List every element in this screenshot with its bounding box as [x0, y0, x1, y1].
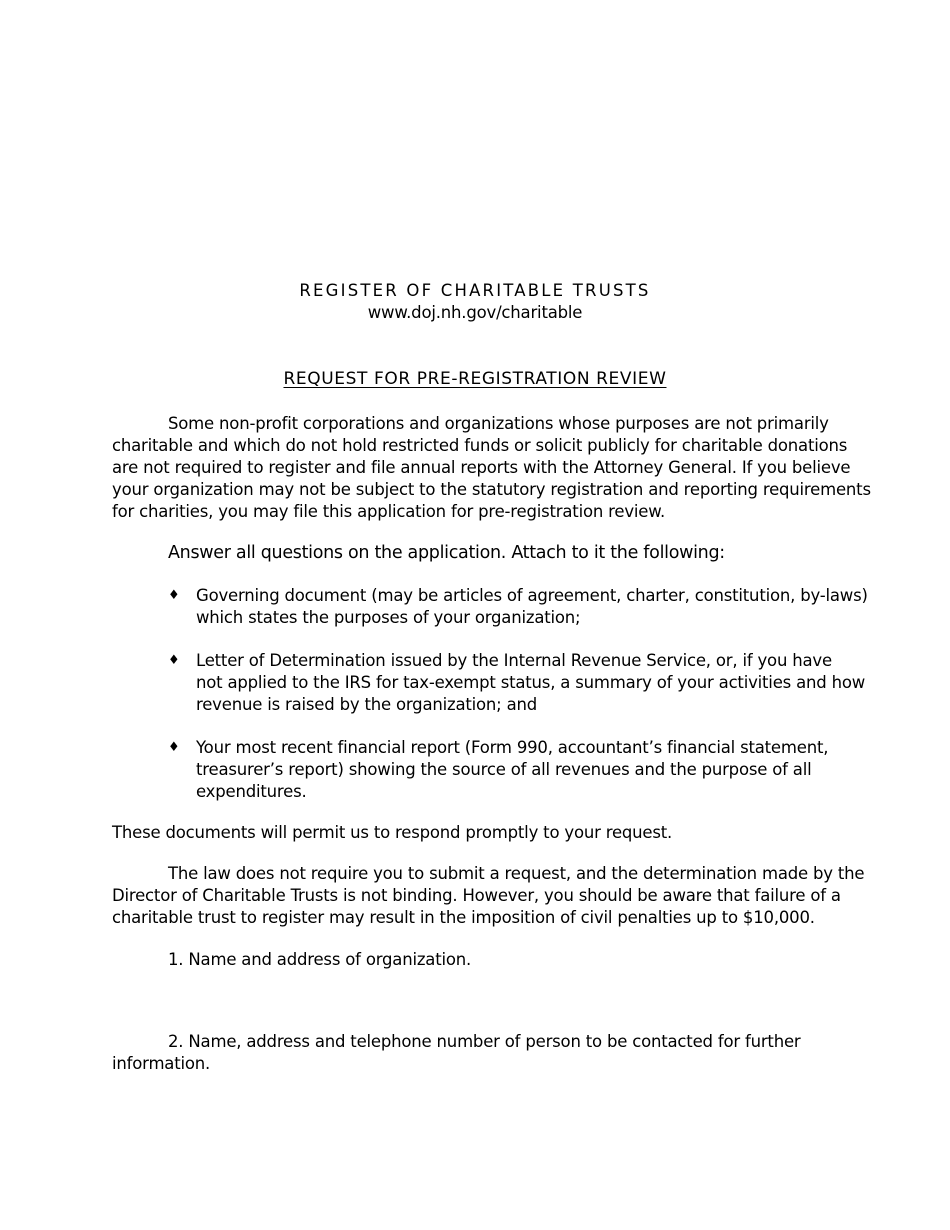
attachment-line: revenue is raised by the organization; and — [196, 695, 538, 714]
form-title — [0, 368, 950, 390]
attachment-line: expenditures. — [196, 782, 307, 801]
question-1: 1. Name and address of organization. — [168, 950, 472, 969]
intro-line: are not required to register and file annual reports with the Attorney General. If you believe — [112, 458, 851, 477]
law-line: charitable trust to register may result in the imposition of civil penalties up to $10,000. — [112, 908, 815, 927]
form-title-text: REQUEST FOR PRE-REGISTRATION REVIEW — [283, 369, 667, 389]
diamond-bullet-icon: ♦ — [168, 740, 180, 755]
intro-line: your organization may not be subject to the statutory registration and reporting requirements — [112, 480, 871, 499]
question-2 — [112, 1031, 838, 1075]
diamond-bullet-icon: ♦ — [168, 588, 180, 603]
attachment-line: not applied to the IRS for tax-exempt status, a summary of your activities and how — [196, 673, 866, 692]
attachment-text — [196, 650, 866, 716]
attachment-line: which states the purposes of your organization; — [196, 608, 581, 627]
question-line: information. — [112, 1054, 211, 1073]
attachment-line: treasurer’s report) showing the source of all revenues and the purpose of all — [196, 760, 812, 779]
attachment-line: Governing document (may be articles of agreement, charter, constitution, by-laws) — [196, 586, 868, 605]
intro-paragraph — [112, 413, 871, 523]
attachment-line: Letter of Determination issued by the Internal Revenue Service, or, if you have — [196, 651, 832, 670]
question-line: 2. Name, address and telephone number of person to be contacted for further — [168, 1032, 801, 1051]
documents-note: These documents will permit us to respond promptly to your request. — [112, 823, 673, 842]
attachment-text — [196, 737, 856, 803]
intro-line: Some non-profit corporations and organizations whose purposes are not primarily — [168, 414, 829, 433]
register-title: REGISTER OF CHARITABLE TRUSTS — [299, 281, 651, 300]
intro-line: for charities, you may file this application for pre-registration review. — [112, 502, 666, 521]
attachment-line: Your most recent financial report (Form 990, accountant’s financial statement, — [196, 738, 829, 757]
attachment-text — [196, 585, 868, 629]
register-url[interactable]: www.doj.nh.gov/charitable — [367, 303, 583, 322]
intro-line: charitable and which do not hold restricted funds or solicit publicly for charitable donations — [112, 436, 848, 455]
answer-instruction: Answer all questions on the application. Attach to it the following: — [168, 543, 725, 563]
diamond-bullet-icon: ♦ — [168, 653, 180, 668]
law-paragraph — [112, 863, 865, 929]
law-line: Director of Charitable Trusts is not binding. However, you should be aware that failure of a — [112, 886, 841, 905]
law-line: The law does not require you to submit a request, and the determination made by the — [168, 864, 865, 883]
